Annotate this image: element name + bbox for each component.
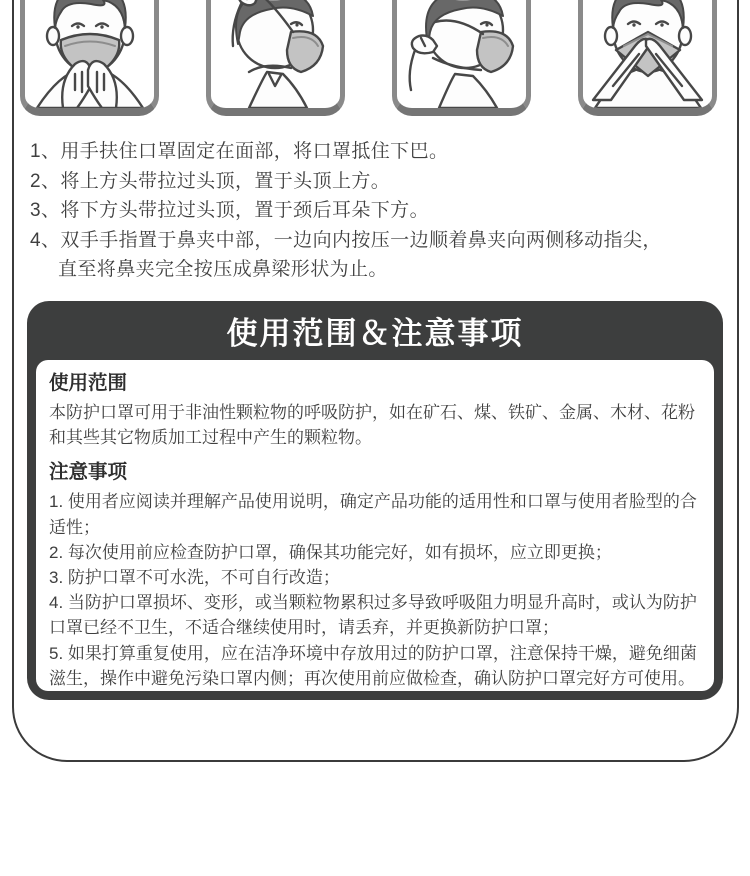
step-1-illustration-panel xyxy=(20,0,159,116)
precaution-item-2: 2. 每次使用前应检查防护口罩，确保其功能完好，如有损坏，应立即更换； xyxy=(49,542,612,562)
wearing-steps-list xyxy=(30,137,722,285)
info-box-title: 使用范围＆注意事项 xyxy=(226,316,524,351)
step-2-illustration-panel xyxy=(206,0,345,116)
precautions-heading: 注意事项 xyxy=(49,461,128,484)
wearing-step-4: 4、双手手指置于鼻夹中部，一边向内按压一边顺着鼻夹向两侧移动指尖， xyxy=(30,229,662,251)
pull-upper-strap-over-head-icon xyxy=(211,0,340,108)
wearing-step-1: 1、用手扶住口罩固定在面部，将口罩抵住下巴。 xyxy=(30,141,449,162)
press-nose-clip-icon xyxy=(583,0,712,108)
usage-scope-heading: 使用范围 xyxy=(49,372,128,394)
precautions-list xyxy=(49,489,700,691)
precaution-item-4: 4. 当防护口罩损坏、变形，或当颗粒物累积过多导致呼吸阻力明显升高时，或认为防护口罩已经不卫生，不适合继续使用时，请丢弃，并更换新防护口罩； xyxy=(49,593,697,638)
precaution-item-3: 3. 防护口罩不可水洗，不可自行改造； xyxy=(49,568,340,588)
usage-and-precautions-box xyxy=(27,301,723,700)
wearing-step-2: 2、将上方头带拉过头顶，置于头顶上方。 xyxy=(30,170,391,192)
step-4-illustration-panel xyxy=(578,0,717,116)
precaution-item-5: 5. 如果打算重复使用，应在洁净环境中存放用过的防护口罩，注意保持干燥，避免细菌滋生，操作中避免污染口罩内侧；再次使用前应做检查，确认防护口罩完好方可使用。 xyxy=(49,643,697,688)
hold-mask-on-face-icon xyxy=(25,0,154,108)
wearing-step-4-continued: 直至将鼻夹完全按压成鼻梁形状为止。 xyxy=(58,259,388,280)
pull-lower-strap-behind-neck-icon xyxy=(397,0,526,108)
precaution-item-1: 1. 使用者应阅读并理解产品使用说明，确定产品功能的适用性和口罩与使用者脸型的合适性； xyxy=(49,492,697,537)
usage-scope-text: 本防护口罩可用于非油性颗粒物的呼吸防护，如在矿石、煤、铁矿、金属、木材、花粉和其些其它物质加工过程中产生的颗粒物。 xyxy=(49,403,695,448)
step-3-illustration-panel xyxy=(392,0,531,116)
info-box-content xyxy=(36,360,714,691)
wearing-step-3: 3、将下方头带拉过头顶，置于颈后耳朵下方。 xyxy=(30,200,429,221)
